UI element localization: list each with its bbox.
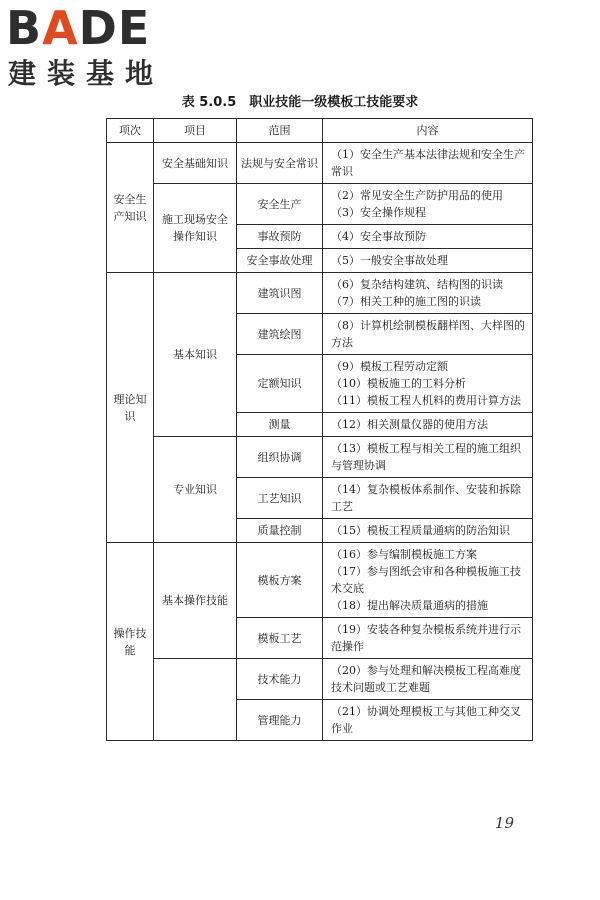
header-cell: 内容 [323, 119, 533, 143]
content-cell: （15）模板工程质量通病的防治知识 [323, 519, 533, 543]
scope-cell: 安全事故处理 [237, 249, 323, 273]
table-header-row [107, 119, 533, 143]
content-cell: （20）参与处理和解决模板工程高难度技术问题或工艺难题 [323, 659, 533, 700]
item-cell: 基本知识 [154, 273, 237, 437]
scope-cell: 事故预防 [237, 225, 323, 249]
scope-cell: 测量 [237, 413, 323, 437]
scope-cell: 组织协调 [237, 437, 323, 478]
content-cell: （16）参与编制模板施工方案 （17）参与图纸会审和各种模板施工技术交底 （18）提出解决质量通病的措施 [323, 543, 533, 618]
scope-cell: 安全生产 [237, 184, 323, 225]
skill-requirements-table [106, 118, 533, 741]
content-cell: （9）模板工程劳动定额 （10）模板施工的工料分析 （11）模板工程人机料的费用计算方法 [323, 355, 533, 413]
category-cell: 安全生产知识 [107, 143, 154, 273]
scope-cell: 质量控制 [237, 519, 323, 543]
content-cell: （1）安全生产基本法律法规和安全生产常识 [323, 143, 533, 184]
table-title: 表 5.0.5 职业技能一级模板工技能要求 [181, 95, 419, 110]
content-cell: （6）复杂结构建筑、结构图的识读 （7）相关工种的施工图的识读 [323, 273, 533, 314]
category-cell: 理论知识 [107, 273, 154, 543]
scope-cell: 模板方案 [237, 543, 323, 618]
content-cell: （8）计算机绘制模板翻样图、大样图的方法 [323, 314, 533, 355]
scope-cell: 法规与安全常识 [237, 143, 323, 184]
item-cell: 基本操作技能 [154, 543, 237, 659]
table-row [107, 143, 533, 184]
page-number: 19 [494, 814, 514, 832]
content-cell: （21）协调处理模板工与其他工种交叉作业 [323, 700, 533, 741]
content-cell: （13）模板工程与相关工程的施工组织与管理协调 [323, 437, 533, 478]
content-cell: （2）常见安全生产防护用品的使用 （3）安全操作规程 [323, 184, 533, 225]
content-cell: （4）安全事故预防 [323, 225, 533, 249]
logo-accent-letter: A [42, 1, 79, 55]
table-row [107, 543, 533, 618]
table-row [107, 273, 533, 314]
table-row [107, 659, 533, 700]
scope-cell: 建筑识图 [237, 273, 323, 314]
scope-cell: 工艺知识 [237, 478, 323, 519]
item-cell: 专业知识 [154, 437, 237, 543]
content-cell: （5）一般安全事故处理 [323, 249, 533, 273]
scope-cell: 建筑绘图 [237, 314, 323, 355]
header-cell: 项目 [154, 119, 237, 143]
header-cell: 项次 [107, 119, 154, 143]
scope-cell: 定额知识 [237, 355, 323, 413]
scope-cell: 模板工艺 [237, 618, 323, 659]
table-row [107, 184, 533, 225]
header-cell: 范围 [237, 119, 323, 143]
item-cell: 安全基础知识 [154, 143, 237, 184]
item-cell: 施工现场安全操作知识 [154, 184, 237, 273]
content-cell: （14）复杂模板体系制作、安装和拆除工艺 [323, 478, 533, 519]
bade-logo [6, 1, 186, 96]
scope-cell: 技术能力 [237, 659, 323, 700]
logo-chinese-text: 建装基地 [8, 57, 165, 90]
content-cell: （19）安装各种复杂模板系统并进行示范操作 [323, 618, 533, 659]
logo-latin-text: BADE [6, 1, 151, 55]
content-cell: （12）相关测量仪器的使用方法 [323, 413, 533, 437]
item-cell-empty [154, 659, 237, 741]
category-cell: 操作技能 [107, 543, 154, 741]
scope-cell: 管理能力 [237, 700, 323, 741]
table-row [107, 437, 533, 478]
